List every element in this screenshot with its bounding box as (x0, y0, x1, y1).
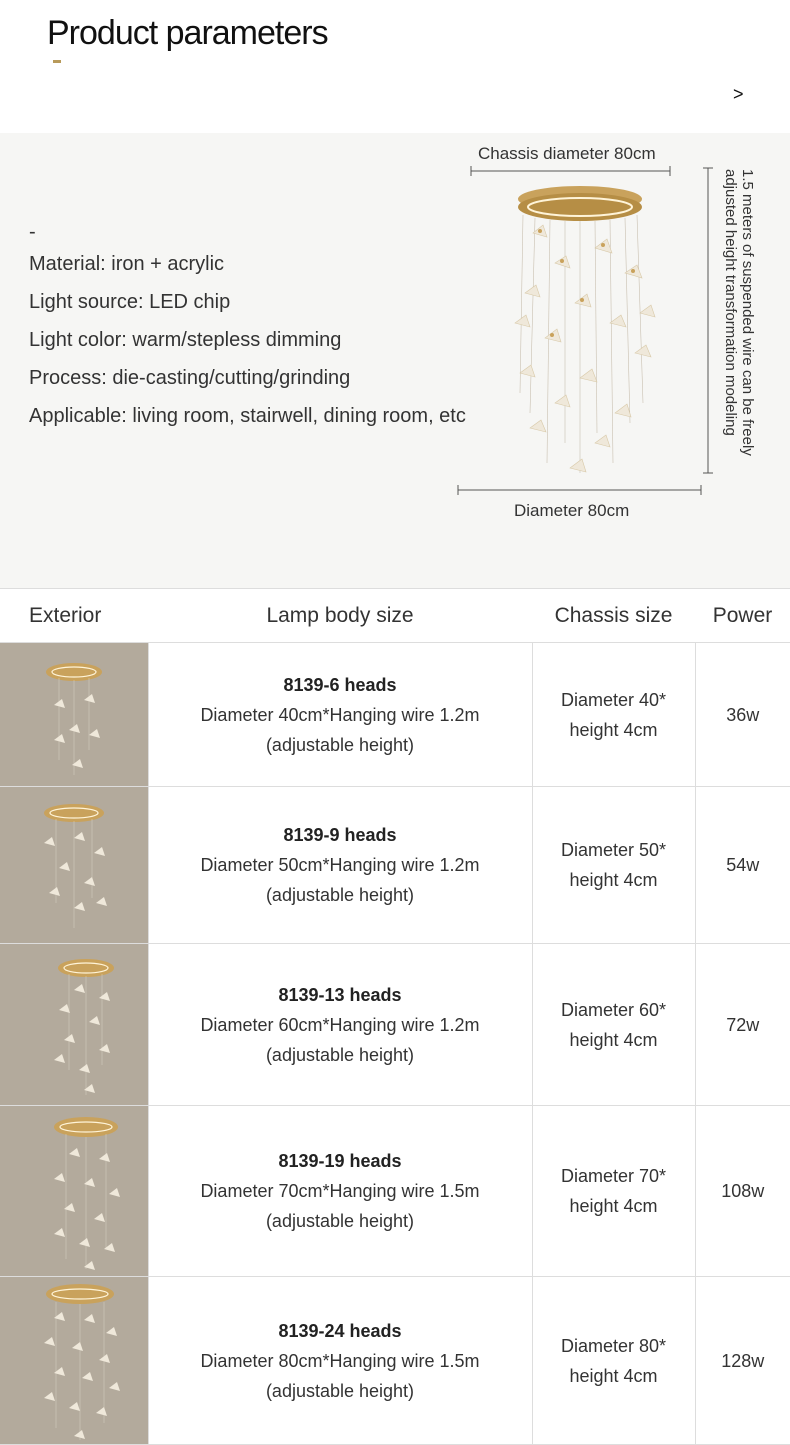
power-cell: 54w (695, 787, 790, 944)
spec-process: Process: die-casting/cutting/grinding (29, 367, 351, 389)
chandelier-thumbnail (14, 1109, 134, 1274)
size-text: Diameter 80cm*Hanging wire 1.5m (200, 1350, 480, 1371)
table-header-row (0, 589, 790, 643)
header-chassis-size: Chassis size (532, 589, 695, 643)
lamp-body-size-cell (148, 787, 532, 944)
size-note: (adjustable height) (265, 885, 415, 905)
table-row (0, 1106, 790, 1277)
chassis-size-cell (532, 787, 695, 944)
chassis-diameter: Diameter 60* (560, 999, 667, 1020)
model-name: 8139-13 heads (278, 984, 402, 1005)
height-note: 1.5 meters of suspended wire can be freely adjusted height transformation modeling (722, 169, 756, 456)
diameter-label: Diameter 80cm (514, 501, 630, 520)
chandelier-thumbnail (14, 650, 134, 780)
spec-applicable: Applicable: living room, stairwell, dining room, etc (29, 405, 466, 427)
model-name: 8139-9 heads (283, 825, 397, 845)
thumbnail-cell (0, 787, 148, 944)
size-text: Diameter 40cm*Hanging wire 1.2m (200, 704, 480, 725)
chassis-diameter: Diameter 50* (560, 840, 667, 860)
spec-material: Material: iron + acrylic (29, 253, 225, 275)
chassis-height: height 4cm (569, 1365, 658, 1386)
thumbnail-cell (0, 1277, 148, 1445)
chassis-diameter-label: Chassis diameter 80cm (478, 144, 656, 163)
spec-dash: - (29, 221, 36, 243)
size-text: Diameter 70cm*Hanging wire 1.5m (200, 1181, 480, 1201)
power-cell: 72w (695, 944, 790, 1106)
model-name: 8139-24 heads (278, 1320, 402, 1341)
page-title: Product parameters (47, 14, 328, 52)
chassis-height: height 4cm (569, 719, 658, 740)
table-row (0, 944, 790, 1106)
chassis-size-cell (532, 1106, 695, 1277)
thumbnail-cell (0, 944, 148, 1106)
size-text: Diameter 60cm*Hanging wire 1.2m (200, 1014, 480, 1035)
power-cell: 36w (695, 643, 790, 787)
chassis-height: height 4cm (569, 1196, 658, 1216)
chandelier-thumbnail (14, 793, 134, 938)
chandelier-diagram (455, 163, 715, 503)
chassis-size-cell (532, 643, 695, 787)
chassis-size-cell (532, 944, 695, 1106)
spec-table (0, 588, 790, 1445)
model-name: 8139-19 heads (278, 1151, 402, 1171)
thumbnail-cell (0, 1106, 148, 1277)
size-note: (adjustable height) (265, 1211, 415, 1231)
chevron-right-icon[interactable]: > (733, 84, 744, 104)
chassis-height: height 4cm (569, 870, 658, 890)
chandelier-thumbnail (14, 1278, 134, 1443)
header-lamp-body-size: Lamp body size (148, 589, 532, 643)
header-exterior: Exterior (0, 589, 148, 643)
chassis-diameter: Diameter 70* (560, 1166, 667, 1186)
table-row (0, 1277, 790, 1445)
table-row (0, 643, 790, 787)
chassis-diameter: Diameter 80* (560, 1335, 667, 1356)
thumbnail-cell (0, 643, 148, 787)
chassis-size-cell (532, 1277, 695, 1445)
chassis-diameter: Diameter 40* (560, 689, 667, 710)
lamp-body-size-cell (148, 1277, 532, 1445)
title-underline (53, 60, 61, 63)
spec-light-source: Light source: LED chip (29, 291, 231, 313)
model-name: 8139-6 heads (283, 674, 397, 695)
spec-light-color: Light color: warm/stepless dimming (29, 329, 342, 351)
chassis-height: height 4cm (569, 1029, 658, 1050)
power-cell: 108w (695, 1106, 790, 1277)
chandelier-thumbnail (14, 950, 134, 1100)
size-note: (adjustable height) (265, 1044, 415, 1065)
size-note: (adjustable height) (265, 1380, 415, 1401)
size-note: (adjustable height) (265, 734, 415, 755)
size-text: Diameter 50cm*Hanging wire 1.2m (200, 855, 480, 875)
table-row (0, 787, 790, 944)
header-power: Power (695, 589, 790, 643)
lamp-body-size-cell (148, 944, 532, 1106)
parameters-panel (0, 133, 790, 588)
lamp-body-size-cell (148, 1106, 532, 1277)
lamp-body-size-cell (148, 643, 532, 787)
power-cell: 128w (695, 1277, 790, 1445)
